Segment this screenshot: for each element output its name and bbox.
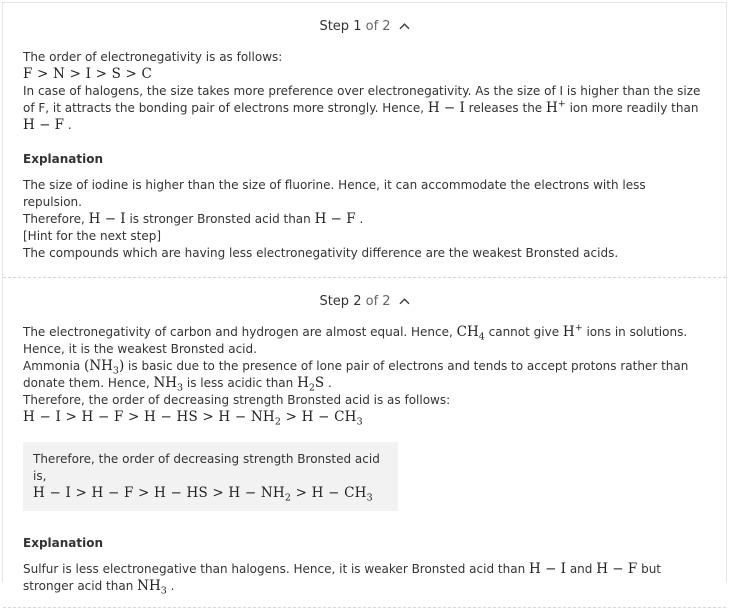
explanation-2: Sulfur is less electronegative than halogens. Hence, it is weaker Bronsted acid than H − I and H − F but stronger acid than $NH_3$ . xyxy=(23,561,662,597)
step-1-word: Step xyxy=(319,18,350,34)
formula-hi: H − I xyxy=(427,100,465,116)
explanation-title-2: Explanation xyxy=(23,536,104,550)
step-1-total: of 2 xyxy=(365,18,391,34)
ammonia-paragraph: Ammonia $(NH_3)$ is basic due to the presence of lone pair of electrons and tends to accept protons rather than donate them. Hence, $NH_3$ is less acidic than $H_2S$ . xyxy=(23,358,689,394)
answer-box xyxy=(23,442,398,511)
formula-h-plus: H+ xyxy=(546,98,566,116)
formula-h2s: $H_2S$ xyxy=(297,375,325,394)
explanation-1-mid: is stronger Bronsted acid than xyxy=(125,212,315,226)
electronegativity-order: F > N > I > S > C xyxy=(23,66,153,82)
step-1-number: 1 xyxy=(353,18,362,34)
formula-hi-2: H − I xyxy=(88,211,126,227)
methane-paragraph xyxy=(23,324,706,358)
explanation-1-line1: The size of iodine is higher than the size of fluorine. Hence, it can accommodate the electrons with less repulsion. xyxy=(23,178,646,209)
ammonia-text-a: Ammonia xyxy=(23,359,85,373)
explanation-2-post: but stronger acid than xyxy=(23,562,662,593)
methane-text-a: The electronegativity of carbon and hydrogen are almost equal. Hence, xyxy=(23,325,457,339)
explanation-1-line2: Therefore, H − I is stronger Bronsted acid than H − F . xyxy=(23,211,364,227)
formula-hi-3: H − I xyxy=(529,561,566,577)
step-2-body xyxy=(3,324,726,595)
step-1 xyxy=(3,3,726,262)
hint-label: [Hint for the next step] xyxy=(23,229,162,243)
step-2-word: Step xyxy=(319,293,350,309)
order-intro: The order of electronegativity is as follows: xyxy=(23,50,283,64)
formula-hf: H − F xyxy=(23,117,65,133)
step-2-header[interactable] xyxy=(3,278,726,324)
halogen-text-c: ion more readily than xyxy=(565,101,699,115)
halogen-text-b: releases the xyxy=(464,101,546,115)
formula-ch4: $CH_4$ xyxy=(456,324,485,343)
formula-nh3-paren: $(NH_3)$ xyxy=(84,358,125,377)
ammonia-text-c: is less acidic than xyxy=(183,376,298,390)
formula-hf-3: H − F xyxy=(596,561,638,577)
step-2-total: of 2 xyxy=(365,293,391,309)
chevron-up-icon[interactable] xyxy=(399,296,410,307)
step-1-body xyxy=(3,49,726,262)
answer-text: Therefore, the order of decreasing strength Bronsted acid is, xyxy=(33,452,380,483)
formula-hf-2: H − F xyxy=(314,211,356,227)
formula-nh3-2: $NH_3$ xyxy=(137,578,167,597)
solution-card xyxy=(2,2,727,597)
explanation-2-and: and xyxy=(566,562,597,576)
methane-text-b: cannot give xyxy=(484,325,563,339)
step-2-number: 2 xyxy=(353,293,362,309)
acid-strength-order: H − I > H − F > H − HS > $H - NH_2 > H - CH_3$ xyxy=(23,409,363,428)
explanation-2-pre: Sulfur is less electronegative than halogens. Hence, it is weaker Bronsted acid than xyxy=(23,562,529,576)
step-1-header[interactable] xyxy=(3,3,726,49)
explanation-title-1: Explanation xyxy=(23,152,104,166)
methane-text-c: ions in solutions. Hence, it is the weakest Bronsted acid. xyxy=(23,325,688,356)
answer-order: H − I > H − F > H − HS > $H - NH_2 > H - CH_3$ xyxy=(33,485,373,504)
hint-text: The compounds which are having less electronegativity difference are the weakest Bronsted acids. xyxy=(23,246,619,260)
halogen-paragraph: In case of halogens, the size takes more preference over electronegativity. As the size of I is higher than the size of F, it attracts the bonding pair of electrons more strongly. Hence, H − I releases the H+ ion more readily than H − F . xyxy=(23,84,701,133)
step-2 xyxy=(3,278,726,608)
formula-h-plus-2: H+ xyxy=(562,322,583,340)
explanation-1-pre: Therefore, xyxy=(23,212,89,226)
order-statement: Therefore, the order of decreasing strength Bronsted acid is as follows: xyxy=(23,393,451,407)
halogen-text-a: In case of halogens, the size takes more preference over electronegativity. As the size of I is higher than the size of F, it attracts the bonding pair of electrons more strongly. Hence, xyxy=(23,84,701,115)
ammonia-text-b: is basic due to the presence of lone pair of electrons and tends to accept protons rather than donate them. Hence, xyxy=(23,359,689,390)
formula-nh3: $NH_3$ xyxy=(153,375,184,394)
chevron-up-icon[interactable] xyxy=(399,21,410,32)
